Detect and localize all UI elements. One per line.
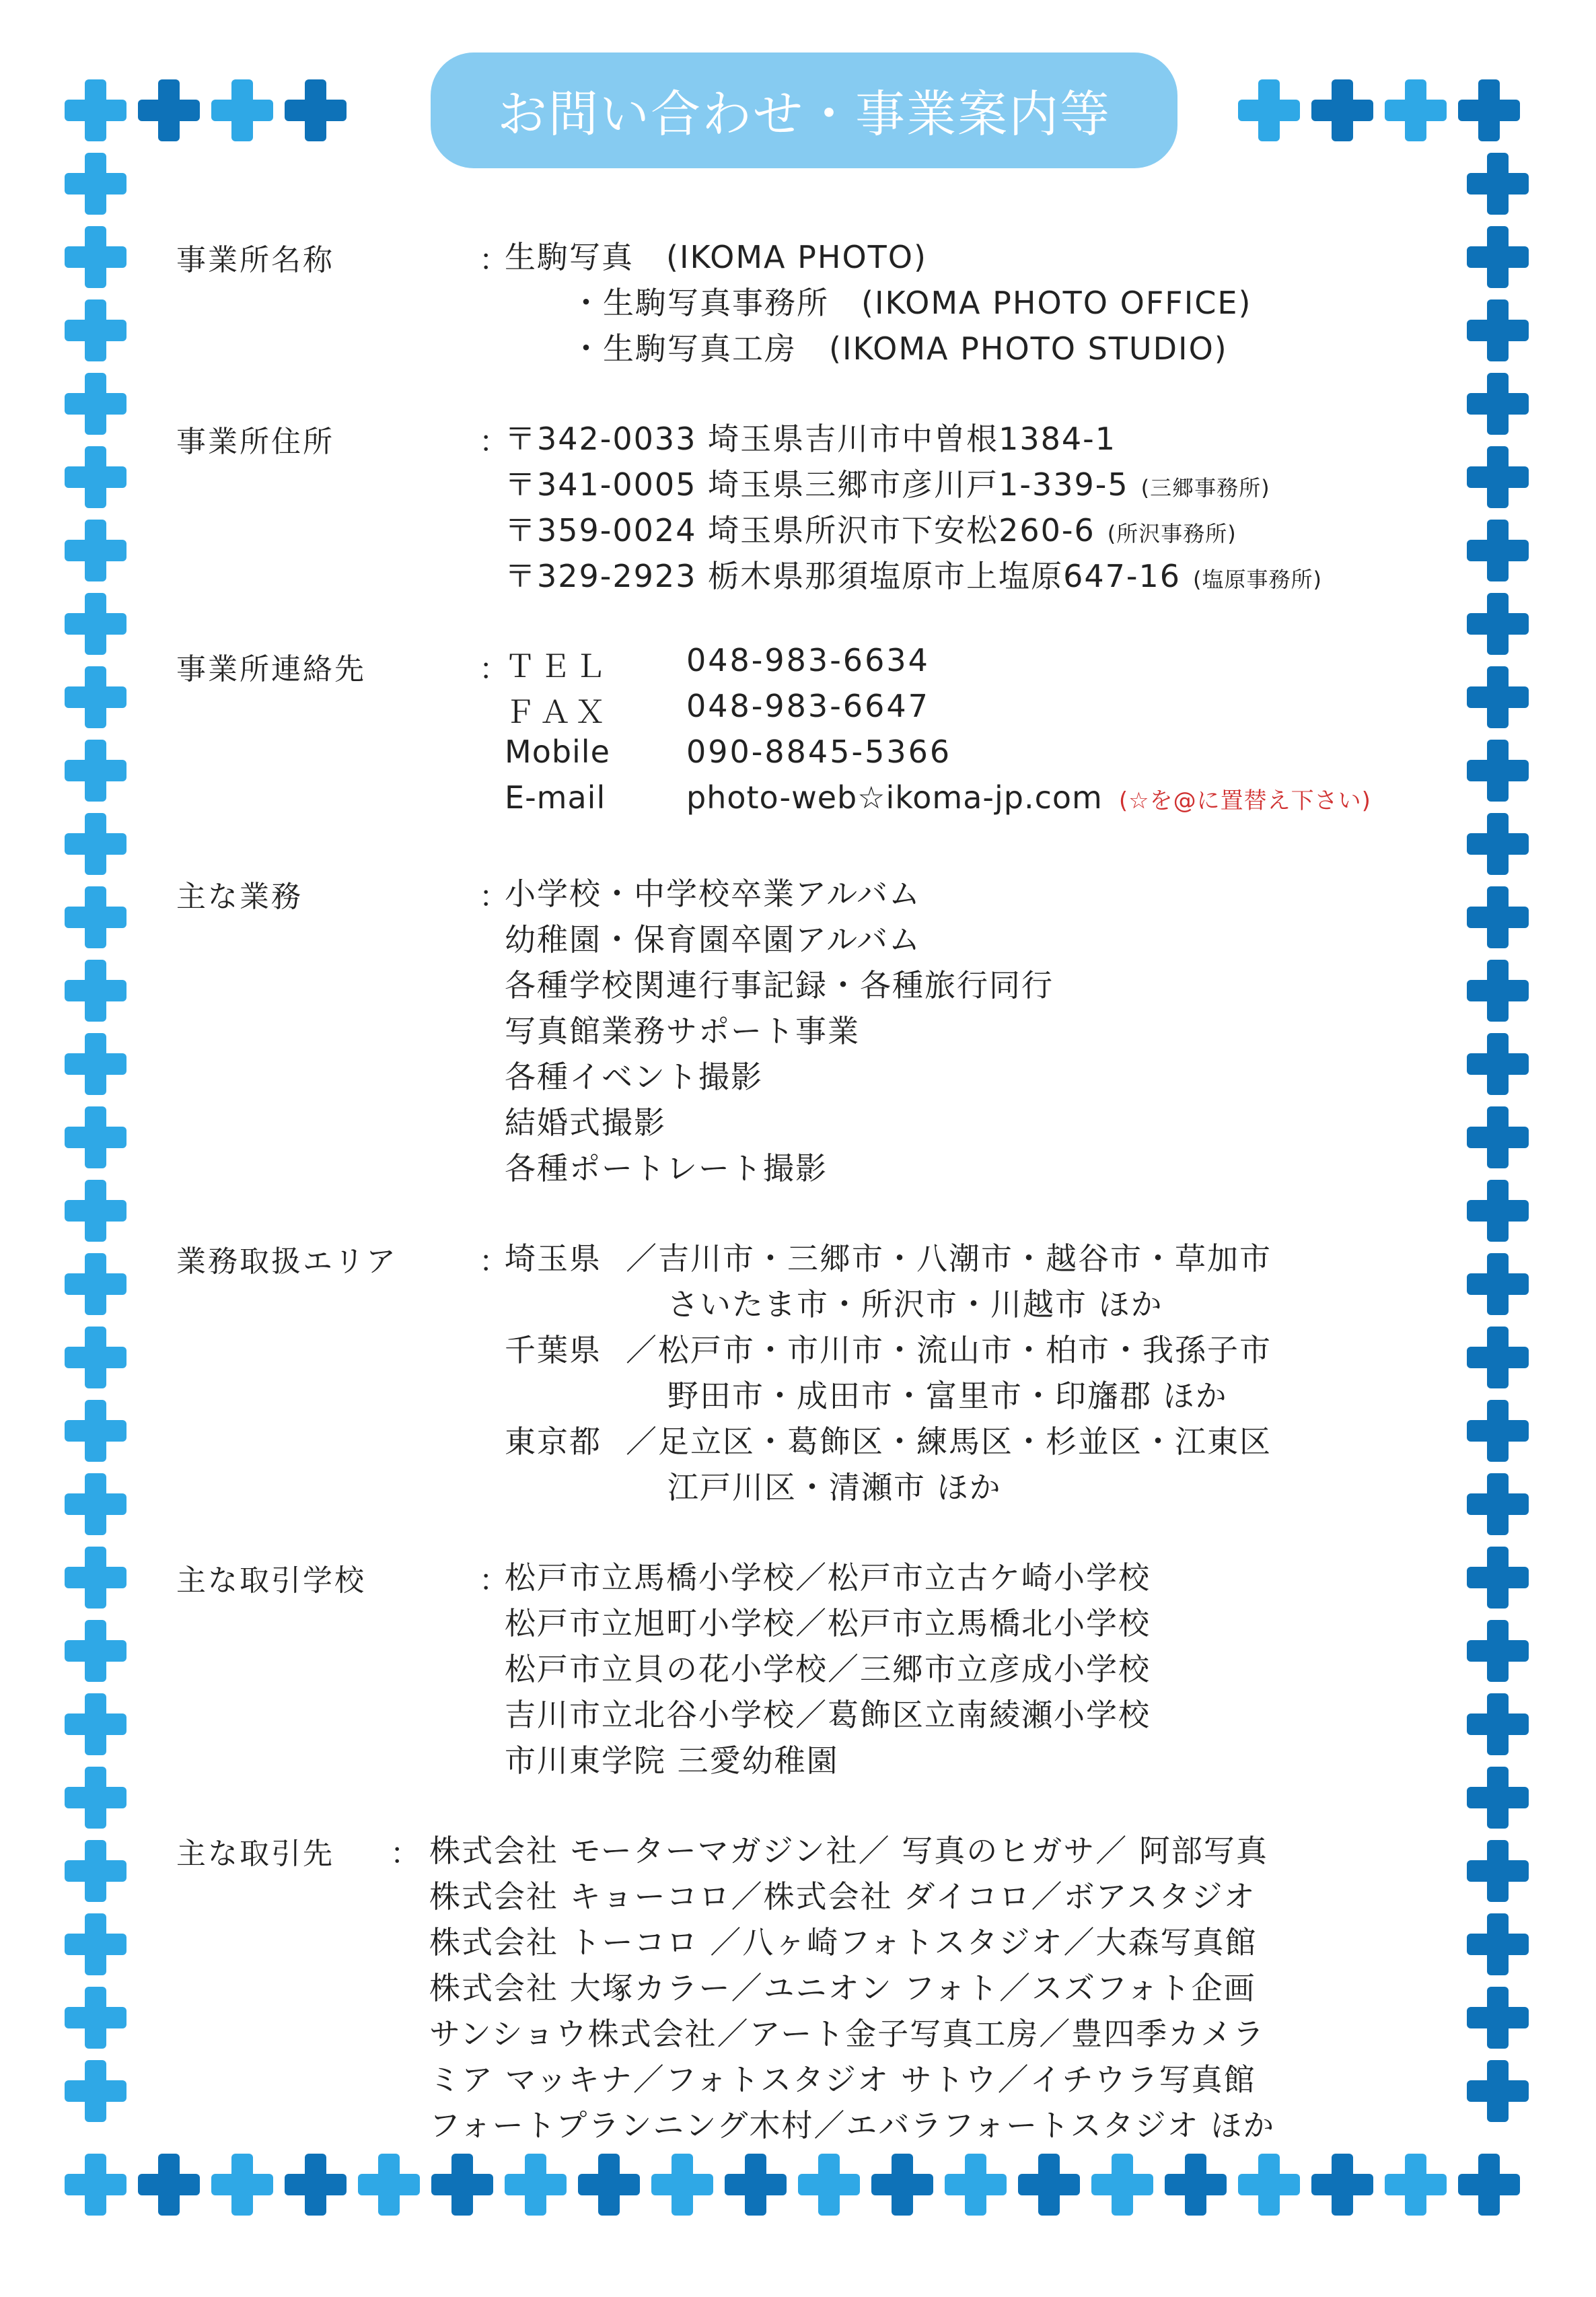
area-line: ／松戸市・市川市・流山市・柏市・我孫子市 [626, 1332, 1272, 1368]
school-line: 吉川市立北谷小学校／葛飾区立南綾瀬小学校 [505, 1697, 1151, 1733]
plus-icon [1467, 1620, 1529, 1682]
school-line: 松戸市立貝の花小学校／三郷市立彦成小学校 [505, 1651, 1151, 1687]
email-note: (☆を@に置替え下さい) [1118, 787, 1371, 814]
plus-icon [65, 446, 126, 508]
plus-icon [1467, 1987, 1529, 2049]
colon: ： [390, 1837, 420, 1871]
area-line: 野田市・成田市・富里市・印旛郡 ほか [667, 1378, 1228, 1414]
area-prefecture: 東京都 [505, 1423, 602, 1460]
title-banner [431, 52, 1177, 168]
client-line: フォートプランニング木村／エバラフォートスタジオ ほか [429, 2107, 1276, 2144]
plus-icon [65, 1913, 126, 1975]
section-label-area: 業務取扱エリア [176, 1244, 398, 1279]
plus-icon [1467, 1033, 1529, 1095]
fax-label: ＦＡＸ [505, 694, 610, 730]
section-label-schools: 主な取引学校 [176, 1563, 366, 1598]
plus-icon [1467, 886, 1529, 948]
area-line: ／足立区・葛飾区・練馬区・杉並区・江東区 [626, 1423, 1272, 1460]
plus-icon [211, 79, 273, 141]
plus-icon [945, 2154, 1007, 2216]
plus-icon [1311, 2154, 1373, 2216]
plus-icon [1467, 813, 1529, 875]
plus-icon [65, 1693, 126, 1755]
colon: ： [479, 243, 509, 277]
plus-icon [65, 1620, 126, 1682]
plus-icon [65, 1400, 126, 1462]
plus-icon [65, 960, 126, 1022]
area-line: さいたま市・所沢市・川越市 ほか [667, 1286, 1163, 1322]
plus-icon [65, 1840, 126, 1902]
plus-icon [1311, 79, 1373, 141]
address-line: 〒329-2923 栃木県那須塩原市上塩原647-16 (塩原事務所) [505, 558, 1323, 594]
plus-icon [1467, 1767, 1529, 1829]
email-label: E-mail [505, 779, 606, 816]
business-line: 各種ポートレート撮影 [505, 1150, 828, 1187]
plus-icon [1091, 2154, 1153, 2216]
plus-icon [1467, 1253, 1529, 1315]
plus-icon [1458, 79, 1520, 141]
plus-icon [1385, 79, 1447, 141]
plus-icon [1467, 1840, 1529, 1902]
plus-icon [65, 1987, 126, 2049]
plus-icon [211, 2154, 273, 2216]
plus-icon [798, 2154, 860, 2216]
business-line: 写真館業務サポート事業 [505, 1013, 860, 1049]
client-line: 株式会社 トーコロ ／八ヶ崎フォトスタジオ／大森写真館 [429, 1924, 1258, 1960]
client-line: 株式会社 モーターマガジン社／ 写真のヒガサ／ 阿部写真 [429, 1833, 1268, 1869]
colon: ： [479, 1244, 509, 1279]
plus-icon [1458, 2154, 1520, 2216]
plus-icon [1467, 740, 1529, 802]
plus-icon [1467, 1473, 1529, 1535]
plus-icon [1385, 2154, 1447, 2216]
plus-icon [65, 1327, 126, 1388]
area-line: 江戸川区・清瀬市 ほか [667, 1469, 1002, 1506]
colon: ： [479, 880, 509, 914]
plus-icon [65, 520, 126, 581]
school-line: 松戸市立旭町小学校／松戸市立馬橋北小学校 [505, 1605, 1151, 1641]
page-title: お問い合わせ・事業案内等 [497, 85, 1111, 143]
address-line: 〒342-0033 埼玉県吉川市中曽根1384-1 [505, 421, 1117, 457]
section-label-office-name: 事業所名称 [176, 243, 334, 277]
plus-icon [1467, 226, 1529, 288]
plus-icon [285, 2154, 347, 2216]
fax-value: 048-983-6647 [686, 688, 930, 724]
plus-icon [1467, 666, 1529, 728]
section-label-business: 主な業務 [176, 880, 303, 914]
plus-icon [65, 299, 126, 361]
plus-icon [1467, 1400, 1529, 1462]
section-label-office-address: 事業所住所 [176, 425, 334, 459]
business-line: 幼稚園・保育園卒園アルバム [505, 921, 921, 958]
plus-icon [871, 2154, 933, 2216]
plus-icon [1467, 153, 1529, 215]
plus-icon [1467, 2060, 1529, 2122]
section-label-clients: 主な取引先 [176, 1837, 334, 1871]
office-name-line: 生駒写真 (IKOMA PHOTO) [505, 239, 927, 275]
plus-icon [65, 1033, 126, 1095]
plus-icon [1467, 299, 1529, 361]
plus-icon [65, 1106, 126, 1168]
plus-icon [65, 373, 126, 435]
client-line: 株式会社 キョーコロ／株式会社 ダイコロ／ボアスタジオ [429, 1878, 1256, 1915]
plus-icon [65, 1253, 126, 1315]
plus-icon [1238, 79, 1300, 141]
plus-icon [1467, 1106, 1529, 1168]
plus-icon [65, 886, 126, 948]
plus-icon [1467, 446, 1529, 508]
client-line: ミア マッキナ／フォトスタジオ サトウ／イチウラ写真館 [429, 2061, 1256, 2098]
plus-icon [65, 226, 126, 288]
school-line: 松戸市立馬橋小学校／松戸市立古ケ崎小学校 [505, 1559, 1151, 1596]
plus-icon [1467, 1547, 1529, 1609]
plus-icon [65, 1547, 126, 1609]
plus-icon [65, 813, 126, 875]
client-line: 株式会社 大塚カラー／ユニオン フォト／スズフォト企画 [429, 1970, 1256, 2006]
plus-icon [1467, 593, 1529, 655]
plus-icon [65, 153, 126, 215]
plus-icon [1467, 960, 1529, 1022]
plus-icon [578, 2154, 640, 2216]
plus-icon [65, 666, 126, 728]
colon: ： [479, 1563, 509, 1598]
plus-icon [138, 2154, 200, 2216]
mobile-label: Mobile [505, 734, 610, 770]
plus-icon [65, 79, 126, 141]
business-line: 結婚式撮影 [505, 1104, 666, 1141]
area-prefecture: 千葉県 [505, 1332, 602, 1368]
plus-icon [358, 2154, 420, 2216]
plus-icon [65, 740, 126, 802]
plus-icon [65, 1180, 126, 1242]
plus-icon [65, 2060, 126, 2122]
office-name-line: ・生駒写真工房 (IKOMA PHOTO STUDIO) [571, 330, 1228, 367]
office-name-line: ・生駒写真事務所 (IKOMA PHOTO OFFICE) [571, 285, 1252, 321]
plus-icon [65, 2154, 126, 2216]
plus-icon [725, 2154, 787, 2216]
mobile-value: 090-8845-5366 [686, 734, 952, 770]
plus-icon [1018, 2154, 1080, 2216]
plus-icon [651, 2154, 713, 2216]
plus-icon [1467, 1913, 1529, 1975]
plus-icon [1467, 1180, 1529, 1242]
area-line: ／吉川市・三郷市・八潮市・越谷市・草加市 [626, 1240, 1272, 1277]
business-line: 各種イベント撮影 [505, 1059, 763, 1095]
address-line: 〒341-0005 埼玉県三郷市彦川戸1-339-5 (三郷事務所) [505, 466, 1270, 503]
school-line: 市川東学院 三愛幼稚園 [505, 1742, 839, 1779]
area-prefecture: 埼玉県 [505, 1240, 602, 1277]
plus-icon [1467, 373, 1529, 435]
plus-icon [1238, 2154, 1300, 2216]
plus-icon [1467, 1693, 1529, 1755]
client-line: サンショウ株式会社／アート金子写真工房／豊四季カメラ [429, 2016, 1266, 2052]
plus-icon [65, 1473, 126, 1535]
colon: ： [479, 425, 509, 459]
section-label-contact: 事業所連絡先 [176, 652, 366, 686]
plus-icon [1467, 520, 1529, 581]
business-line: 各種学校関連行事記録・各種旅行同行 [505, 967, 1054, 1003]
plus-icon [65, 1767, 126, 1829]
plus-icon [65, 593, 126, 655]
tel-label: ＴＥＬ [505, 648, 610, 684]
plus-icon [505, 2154, 567, 2216]
plus-icon [1467, 1327, 1529, 1388]
plus-icon [285, 79, 347, 141]
colon: ： [479, 652, 509, 686]
address-line: 〒359-0024 埼玉県所沢市下安松260-6 (所沢事務所) [505, 512, 1237, 549]
plus-icon [1165, 2154, 1227, 2216]
plus-icon [431, 2154, 493, 2216]
tel-value: 048-983-6634 [686, 642, 930, 678]
business-line: 小学校・中学校卒業アルバム [505, 876, 921, 912]
plus-icon [138, 79, 200, 141]
email-value: photo-web☆ikoma-jp.com (☆を@に置替え下さい) [686, 779, 1371, 816]
